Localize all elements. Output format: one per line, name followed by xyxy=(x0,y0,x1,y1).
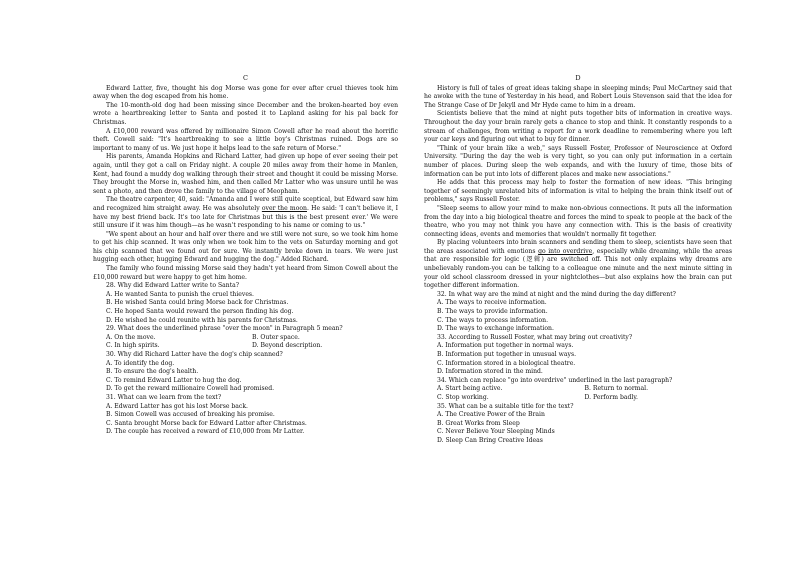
passage-c-column xyxy=(93,74,398,437)
question-28: 28. Why did Edward Latter write to Santa? xyxy=(106,282,240,290)
option: D. Sleep Can Bring Creative Ideas xyxy=(437,436,543,444)
option: A. On the move. xyxy=(106,333,156,341)
text-segment: , especially while dreaming, while the areas that are responsible for logic (逻辑) are switched off. This not only explains why dreams are unbelievably random-you can be talking to a colleague one minute and the next minute sitting in your old school classroom dressed in your nightclothes—but also explains how the brain can put together different information. xyxy=(424,247,733,290)
option: C. Stop working. xyxy=(437,393,489,401)
paragraph: Scientists believe that the mind at night puts together bits of information in creative ways. Throughout the day your brain rarely gets a chance to stop and think. It constantly responds to a stream of challenges, from writing a report for a work deadline to remembering where you left your car keys and figuring out what to buy for dinner. xyxy=(424,110,732,144)
passage-d-column xyxy=(424,74,732,446)
option-row xyxy=(93,342,398,351)
option: A. Information put together in normal ways. xyxy=(437,342,574,350)
paragraph: A £10,000 reward was offered by millionaire Simon Cowell after he read about the horrific theft. Cowell said: "It's heartbreaking to see a little boy's Christmas ruined. Dogs are so important to many of us. We just hope it helps lead to the safe return of Morse." xyxy=(93,127,398,152)
paragraph-with-underline xyxy=(93,196,398,230)
option: C. Santa brought Morse back for Edward Latter after Christmas. xyxy=(106,419,307,427)
paragraph: The family who found missing Morse said they hadn't yet heard from Simon Cowell about the £10,000 reward but were happy to get him home. xyxy=(93,265,398,281)
option: C. Information stored in a biological theatre. xyxy=(437,359,576,367)
underlined-phrase: go into overdrive xyxy=(538,247,593,255)
underlined-phrase: over the moon xyxy=(261,204,307,212)
option-row xyxy=(93,334,398,343)
question-29: 29. What does the underlined phrase "over the moon" in Paragraph 5 mean? xyxy=(106,325,343,333)
option: C. The ways to process information. xyxy=(437,316,549,324)
option: B. To ensure the dog's health. xyxy=(106,368,199,376)
option: C. In high spirits. xyxy=(106,342,160,350)
section-label-d: D xyxy=(575,74,581,82)
option: B. The ways to provide information. xyxy=(437,308,548,316)
question-30: 30. Why did Richard Latter have the dog's chip scanned? xyxy=(106,351,283,358)
paragraph: "We spent about an hour and half over there and we still were not sure, so we took him home to get his chip scanned. It was only when we took him to the vets on Saturday morning and got his chip scanned that we found out for sure. We instantly broke down in tears. We were just hugging each other, hugging Edward and hugging the dog." Added Richard. xyxy=(93,230,398,264)
option: D. Beyond description. xyxy=(252,342,323,350)
option: C. Never Believe Your Sleeping Minds xyxy=(437,428,555,436)
option: A. The Creative Power of the Brain xyxy=(437,411,545,419)
section-label-c: C xyxy=(243,74,248,82)
option: D. Information stored in the mind. xyxy=(437,368,543,376)
option: B. Great Works from Sleep xyxy=(437,419,520,427)
paragraph: "Sleep seems to allow your mind to make non-obvious connections. It puts all the information from the day into a big biological theatre and forces the mind to speak to people at the back of the theatre, who you may not think you have any connection with. This is the basis of creativity connecting ideas, events and memories that wouldn't normally fit together. xyxy=(424,204,732,238)
question-34: 34. Which can replace "go into overdrive" underlined in the last paragraph? xyxy=(437,376,673,384)
option: B. Information put together in unusual ways. xyxy=(437,351,577,358)
question-31: 31. What can we learn from the text? xyxy=(106,393,222,401)
option: D. He wished he could reunite with his parents for Christmas. xyxy=(106,316,298,324)
option-row xyxy=(424,394,732,403)
option: B. Outer space. xyxy=(252,333,300,341)
option: B. Simon Cowell was accused of breaking his promise. xyxy=(106,411,275,419)
paragraph: "Think of your brain like a web," says Russell Foster, Professor of Neuroscience at Oxford University. "During the day the web is very tight, so you can only put information in a certain number of places. During sleep the web expands, and with the luxury of time, those bits of information can be put into lots of different places and make new associations." xyxy=(424,144,732,178)
option: A. Edward Latter has got his lost Morse back. xyxy=(106,402,248,410)
option: C. To remind Edward Latter to hug the dog. xyxy=(106,376,242,384)
paragraph: Edward Latter, five, thought his dog Morse was gone for ever after cruel thieves took him away when the dog escaped from his home. xyxy=(93,84,398,101)
option: D. To get the reward millionaire Cowell had promised. xyxy=(106,385,275,393)
question-35: 35. What can be a suitable title for the text? xyxy=(437,402,574,410)
paragraph-with-underline xyxy=(424,239,732,291)
paragraph: History is full of tales of great ideas taking shape in sleeping minds; Paul McCartney said that he awoke with the tune of Yesterday in his head, and Robert Louis Stevenson said that the idea for The Strange Case of Dr Jekyll and Mr Hyde came to him in a dream. xyxy=(424,84,732,109)
text-segment: By placing volunteers into brain scanners and sending them to sleep, scientists have seen that the areas associated with emotions xyxy=(424,239,732,255)
option: B. Return to normal. xyxy=(584,385,649,393)
option: A. Start being active. xyxy=(437,385,503,393)
option: A. The ways to receive information. xyxy=(437,299,547,307)
option: A. To identify the dog. xyxy=(106,359,175,367)
option: A. He wanted Santa to punish the cruel thieves. xyxy=(106,290,254,298)
text-segment: . He said: 'I can't believe it, I have my best friend back. It's too late for Christmas but this is the best present ever.' We were still unsure if it was him though—as he wasn't responding to his name or coming to us." xyxy=(93,204,398,230)
option: B. He wished Santa could bring Morse back for Christmas. xyxy=(106,299,289,307)
option: D. The ways to exchange information. xyxy=(437,325,554,333)
option: C. He hoped Santa would reward the person finding his dog. xyxy=(106,308,294,316)
text-segment: The theatre carpenter, 40, said: "Amanda and I were still quite sceptical, but Edward saw him and recognized him straight away. He was absolutely xyxy=(93,196,398,212)
question-33: 33. According to Russell Foster, what may bring out creativity? xyxy=(437,333,633,341)
paragraph: He adds that this process may help to foster the formation of new ideas. "This bringing together of seemingly unrelated bits of information is vital to helping the brain think itself out of problems," says Russell Foster. xyxy=(424,179,732,204)
paragraph: His parents, Amanda Hopkins and Richard Latter, had given up hope of ever seeing their pet again, until they got a call on Friday night. A couple 20 miles away from their home in Manlen, Kent, had found a muddy dog walking through their street and thought it could be missing Morse. They brought the Morse in, washed him, and then called Mr Latter who was unsure until he was sent a photo, and then drove the family to the village of Meopham. xyxy=(93,153,398,195)
option: D. The couple has received a reward of £10,000 from Mr Latter. xyxy=(106,428,305,436)
question-32: 32. In what way are the mind at night and the mind during the day different? xyxy=(437,290,676,298)
option-row xyxy=(424,385,732,394)
paragraph: The 10-month-old dog had been missing since December and the broken-hearted boy even wrote a heartbreaking letter to Santa and posted it to Lapland asking for his pal back for Christmas. xyxy=(93,101,398,126)
option: D. Perform badly. xyxy=(584,393,638,401)
